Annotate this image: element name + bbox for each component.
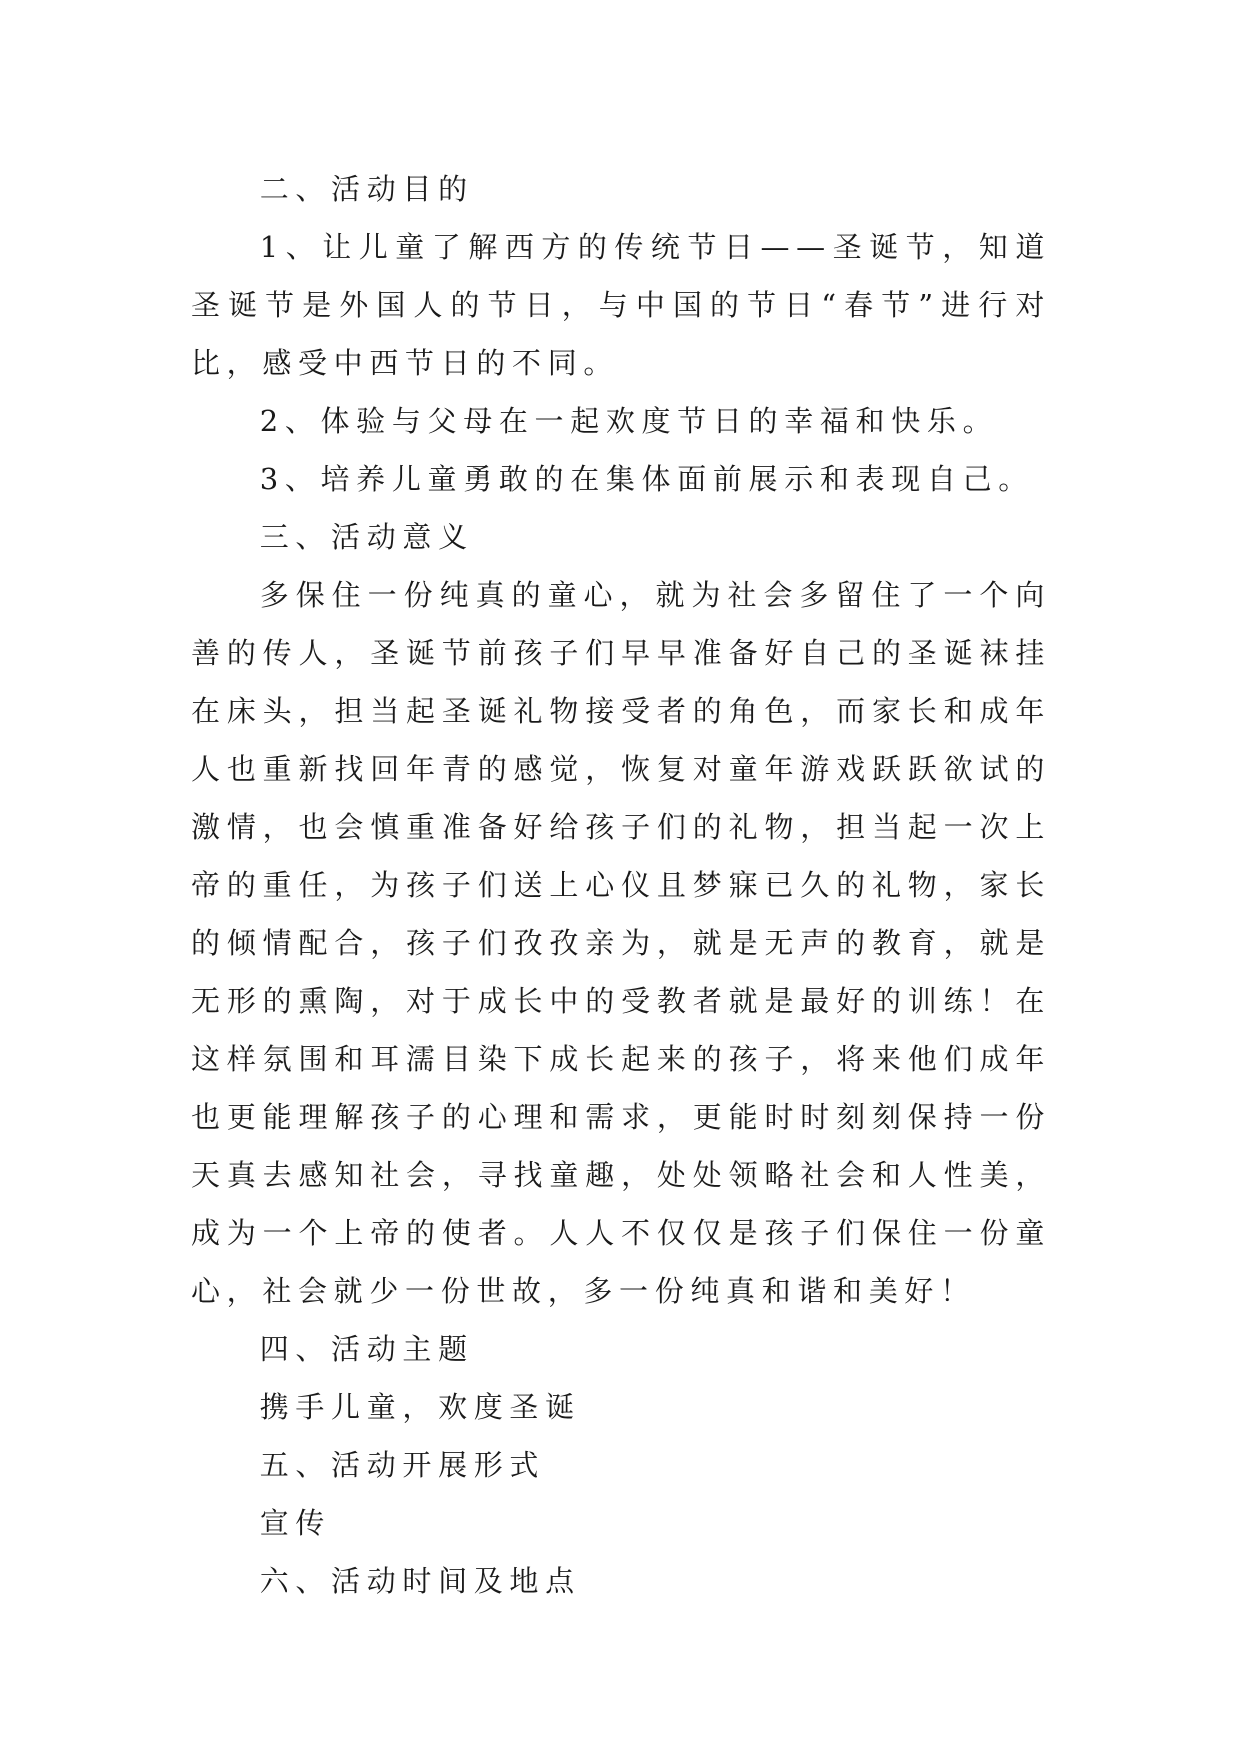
- format-text: 宣传: [259, 1506, 332, 1540]
- purpose-item-3: 3、培养儿童勇敢的在集体面前展示和表现自己。: [259, 462, 1034, 496]
- section-heading-format: 五、活动开展形式: [259, 1448, 546, 1482]
- purpose-item-2: 2、体验与父母在一起欢度节日的幸福和快乐。: [259, 404, 999, 438]
- section-heading-purpose: 二、活动目的: [259, 172, 474, 206]
- document-body: [191, 160, 1051, 1610]
- section-heading-time-location: 六、活动时间及地点: [259, 1564, 581, 1598]
- section-heading-significance: 三、活动意义: [259, 520, 474, 554]
- purpose-item-1: 1、让儿童了解西方的传统节日——圣诞节，知道圣诞节是外国人的节日，与中国的节日“春节”进行对比，感受中西节日的不同。: [191, 230, 1051, 380]
- theme-text: 携手儿童，欢度圣诞: [259, 1390, 581, 1424]
- section-heading-theme: 四、活动主题: [259, 1332, 474, 1366]
- significance-paragraph: 多保住一份纯真的童心，就为社会多留住了一个向善的传人，圣诞节前孩子们早早准备好自己的圣诞袜挂在床头，担当起圣诞礼物接受者的角色，而家长和成年人也重新找回年青的感觉，恢复对童年游戏跃跃欲试的激情，也会慎重准备好给孩子们的礼物，担当起一次上帝的重任，为孩子们送上心仪且梦寐已久的礼物，家长的倾情配合，孩子们孜孜亲为，就是无声的教育，就是无形的熏陶，对于成长中的受教者就是最好的训练！在这样氛围和耳濡目染下成长起来的孩子，将来他们成年也更能理解孩子的心理和需求，更能时时刻刻保持一份天真去感知社会，寻找童趣，处处领略社会和人性美，成为一个上帝的使者。人人不仅仅是孩子们保住一份童心，社会就少一份世故，多一份纯真和谐和美好！: [191, 578, 1051, 1308]
